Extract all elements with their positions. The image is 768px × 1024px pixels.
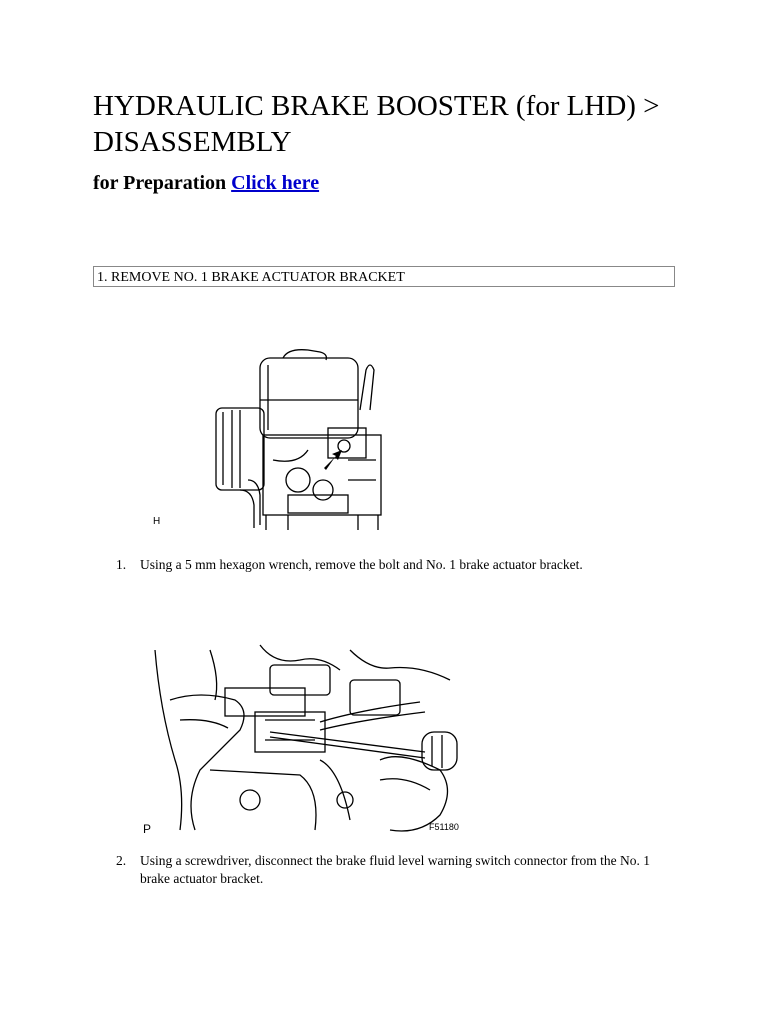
instruction-2-text: Using a screwdriver, disconnect the brake fluid level warning switch connector from the No. 1 brake actuator bracket. [140, 853, 651, 886]
figure2-label-left: P [143, 822, 152, 836]
preparation-line [93, 172, 319, 195]
page-title: HYDRAULIC BRAKE BOOSTER (for LHD) > DISASSEMBLY [93, 90, 660, 158]
figure2-label-right: F51180 [429, 822, 459, 832]
step-heading-box: 1. REMOVE NO. 1 BRAKE ACTUATOR BRACKET [93, 266, 675, 287]
figure1-label: H [153, 516, 161, 527]
instruction-2-number: 2. [116, 853, 127, 868]
preparation-prefix: for Preparation [93, 172, 227, 194]
instruction-1-number: 1. [116, 557, 127, 572]
figure-connector [140, 640, 470, 840]
connector-drawing [140, 640, 470, 840]
preparation-link[interactable]: Click here [231, 172, 320, 194]
instruction-1-text: Using a 5 mm hexagon wrench, remove the bolt and No. 1 brake actuator bracket. [140, 557, 583, 572]
brake-booster-drawing [148, 340, 388, 535]
figure-brake-booster [148, 340, 388, 535]
